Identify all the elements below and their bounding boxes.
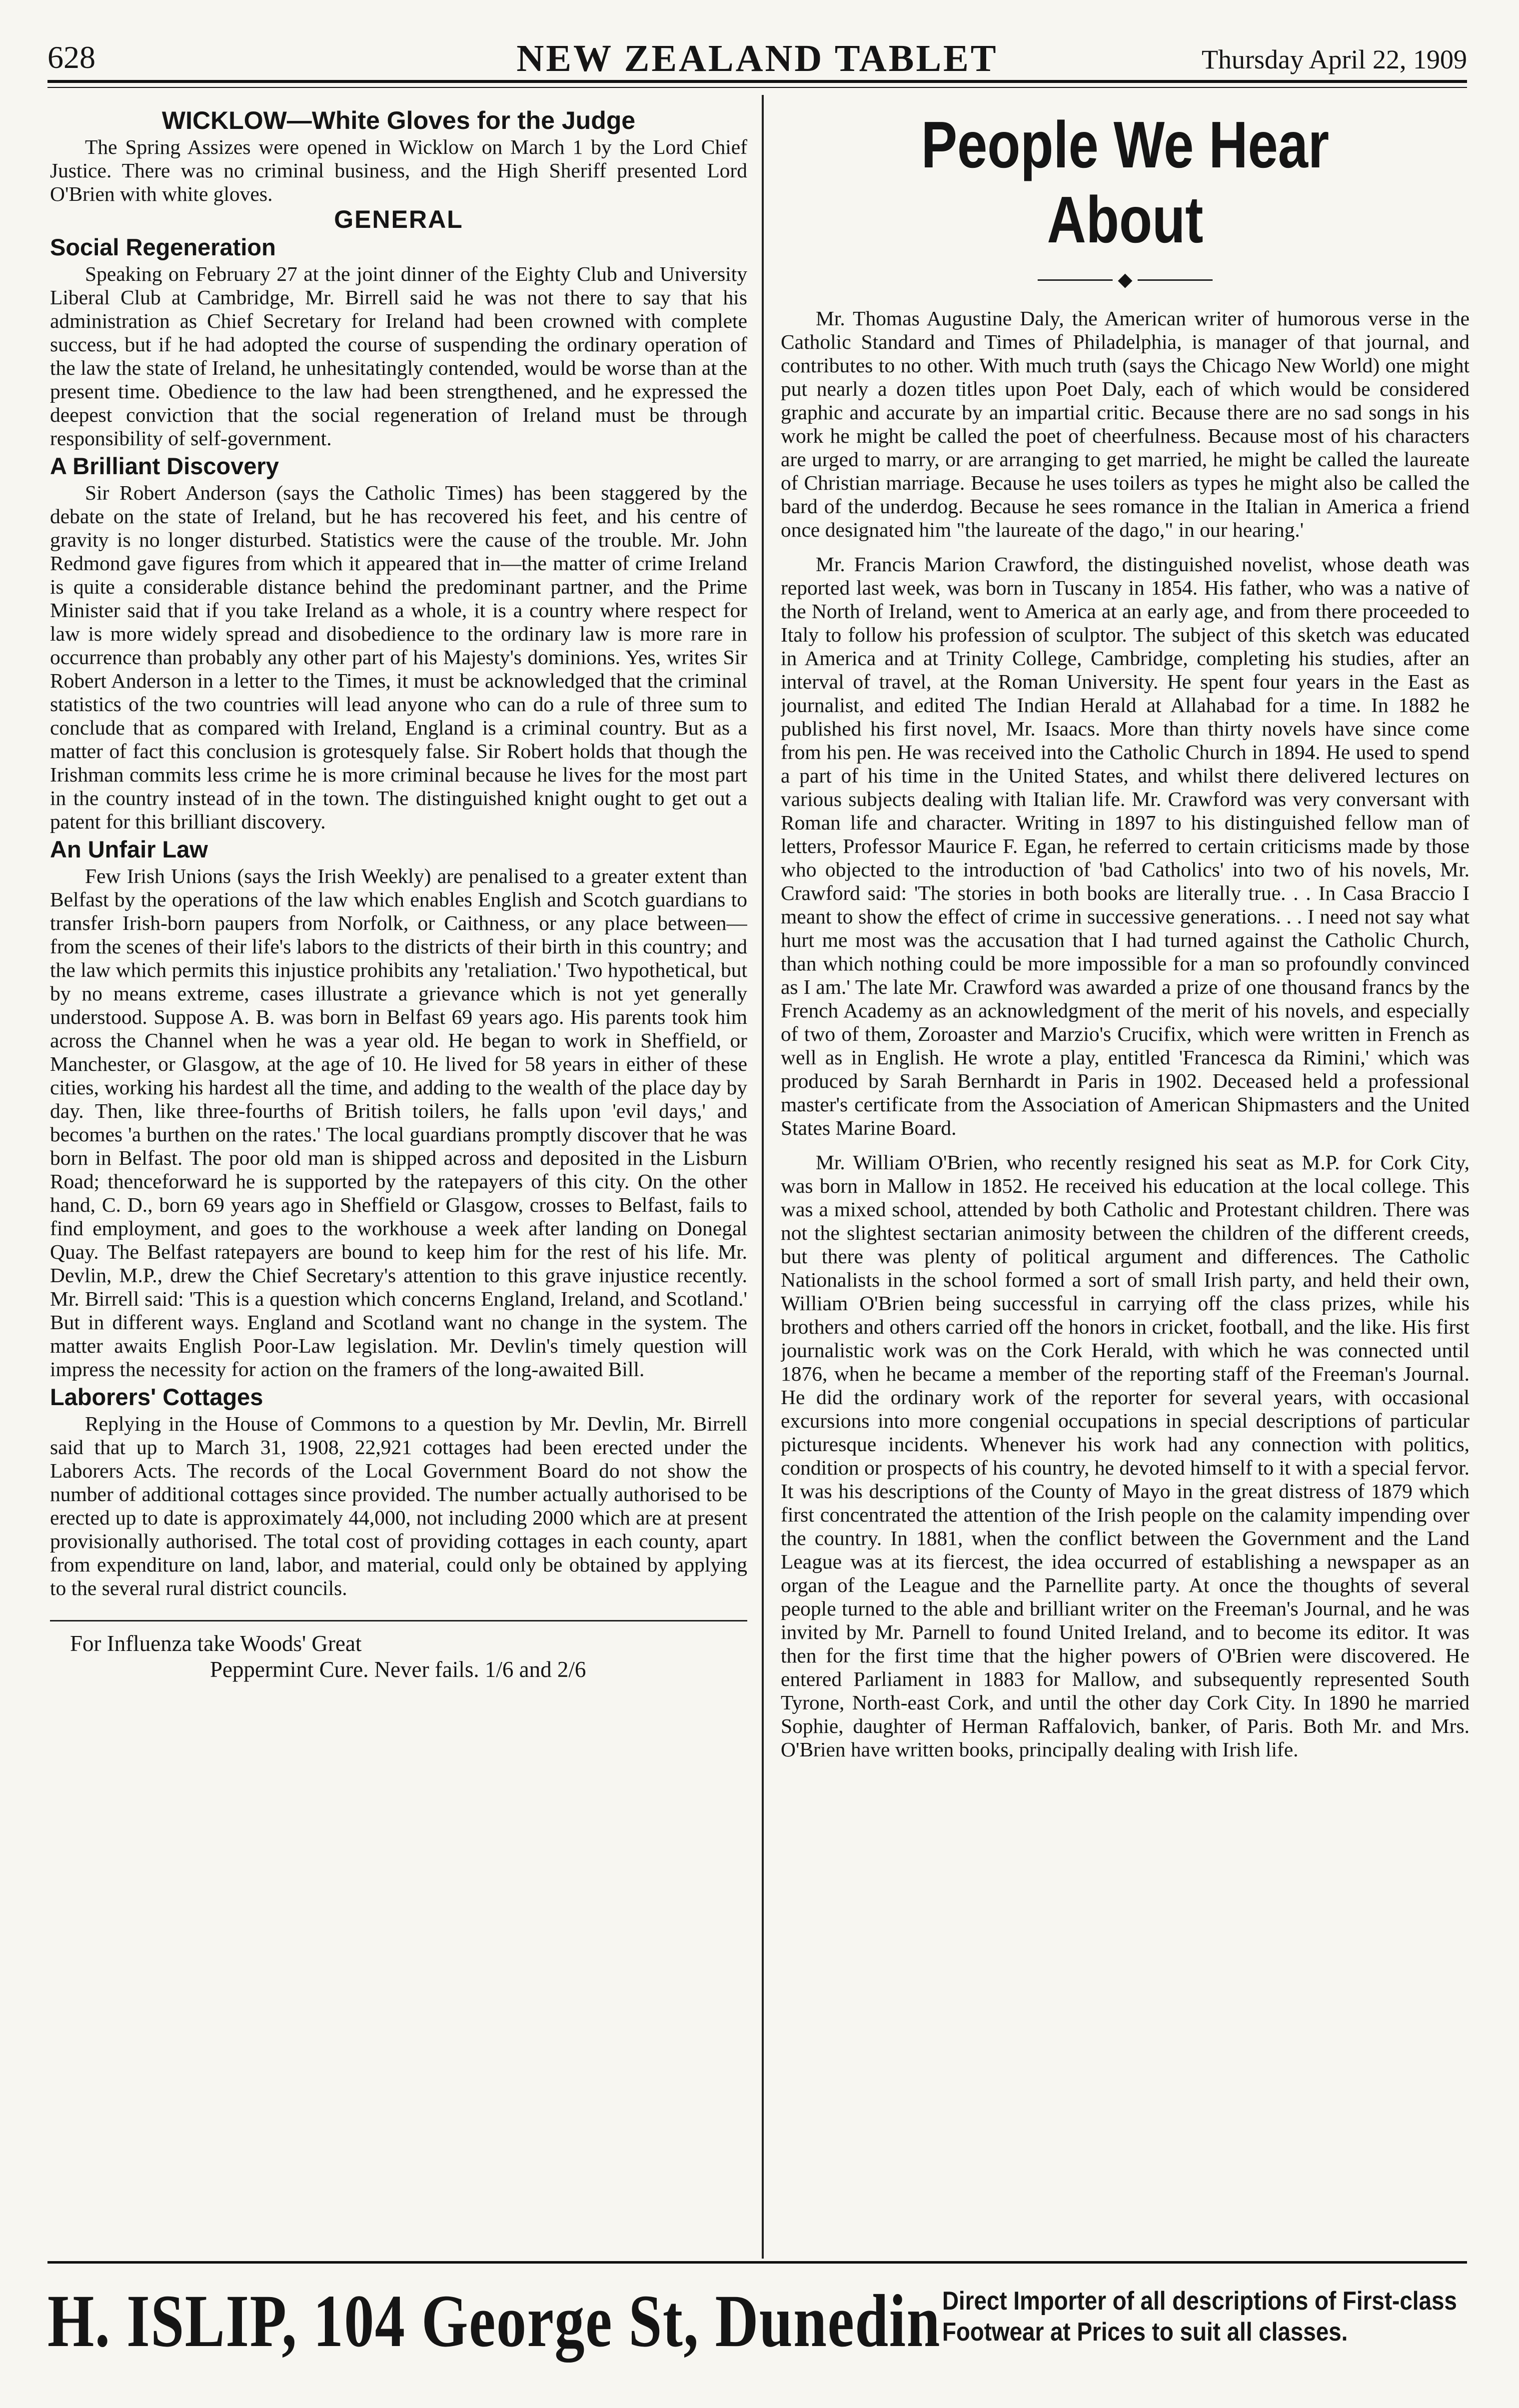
column-divider — [762, 95, 764, 2259]
daly-paragraph: Mr. Thomas Augustine Daly, the American writer of humorous verse in the Catholic Standard and Times of Philadelphia, is manager of that journal, and contributes to no other. With much truth (says the Chicago New World) one might put nearly a dozen titles upon Poet Daly, each of which would be considered graphic and accurate by an impartial critic. Because there are no sad songs in his work he might be called the poet of cheerfulness. Because most of his characters are urged to marry, or are arranging to get married, he might be called the laureate of Christian marriage. Because he uses toilers as types he might also be called the bard of the underdog. Because he sees romance in the Italian in America a friend once designated him "the laureate of the dago," in our hearing.' — [781, 307, 1470, 542]
page-number: 628 — [47, 39, 95, 75]
crawford-paragraph: Mr. Francis Marion Crawford, the distinguished novelist, whose death was reported last week, was born in Tuscany in 1854. His father, who was a native of the North of Ireland, went to America at an early age, and from there proceeded to Italy to follow his profession of sculptor. The subject of this sketch was educated in America and at Trinity College, Cambridge, completing his studies, after an interval of travel, at the Roman University. He spent four years in the East as journalist, and edited The Indian Herald at Allahabad for a time. In 1882 he published his first novel, Mr. Isaacs. More than thirty novels have since come from his pen. He was received into the Catholic Church in 1894. He used to spend a part of his time in the United States, and whilst there delivered lectures on various subjects dealing with Italian life. Mr. Crawford was very conversant with Roman life and character. Writing in 1897 to his distinguished fellow man of letters, Professor Maurice F. Egan, he referred to certain criticisms made by those who objected to the introduction of 'bad Catholics' into two of his novels, Mr. Crawford said: 'The stories in both books are literally true. . . In Casa Braccio I meant to show the effect of crime in successive generations. . . I need not say what hurt me most was the accusation that I had turned against the Catholic Church, than which nothing could be more impossible for a man so profoundly convinced as I am.' The late Mr. Crawford was awarded a prize of one thousand francs by the French Academy as an acknowledgment of the merit of his novels, and especially of two of them, Zoroaster and Marzio's Crucifix, which were written in French as well as in English. He wrote a play, entitled 'Francesca da Rimini,' which was produced by Sarah Bernhardt in Paris in 1902. Deceased held a professional master's certificate from the Association of American Shipmasters and the United States Marine Board. — [781, 553, 1470, 1140]
influenza-advertisement — [50, 1620, 747, 1682]
obrien-paragraph: Mr. William O'Brien, who recently resigned his seat as M.P. for Cork City, was born in Mallow in 1852. He received his education at the local college. This was a mixed school, attended by both Catholic and Protestant children. There was not the slightest sectarian animosity between the children of the different creeds, but there was plenty of political argument and differences. The Catholic Nationalists in the school formed a sort of small Irish party, and held their own, William O'Brien being successful in carrying off the class prizes, while his brothers and others carried off the honors in cricket, football, and the like. His first journalistic work was on the Cork Herald, with which he was connected until 1876, when he became a member of the reporting staff of the Freeman's Journal. He did the ordinary work of the reporter for several years, with occasional excursions into more congenial occupations in special descriptions of particular picturesque incidents. Whenever his work had any connection with politics, condition or prospects of his country, he devoted himself to it with a special fervor. It was his descriptions of the County of Mayo in the great distress of 1879 which first concentrated the attention of the Irish people on the calamity impending over the country. In 1881, when the conflict between the Government and the Land League was at its fiercest, the idea occurred of establishing a newspaper as an organ of the League and the Parnellite party. At once the thoughts of several people turned to the able and brilliant writer on the Freeman's Journal, and he was invited by Mr. Parnell to found United Ireland, and to become its editor. It was then for the first time that the higher powers of O'Brien were discovered. He entered Parliament in 1883 for Mallow, and subsequently represented South Tyrone, North-east Cork, and until the other day Cork City. In 1890 he married Sophie, daughter of Herman Raffalovich, banker, of Paris. Both Mr. and Mrs. O'Brien have written books, principally dealing with Irish life. — [781, 1151, 1470, 1761]
issue-date: Thursday April 22, 1909 — [1202, 44, 1467, 74]
influenza-ad-line-2: Peppermint Cure. Never fails. 1/6 and 2/6 — [210, 1657, 586, 1682]
paper-name: NEW ZEALAND TABLET — [516, 37, 998, 79]
unfair-law-paragraph: Few Irish Unions (says the Irish Weekly) are penalised to a greater extent than Belfast by the operations of the law which enables English and Scotch guardians to transfer Irish-born paupers from Norfolk, or Caithness, or any place between—from the scenes of their life's labors to the districts of their birth in this country; and the law which permits this injustice prohibits any 'retaliation.' Two hypothetical, but by no means extreme, cases illustrate a grievance which is not yet generally understood. Suppose A. B. was born in Belfast 69 years ago. His parents took him across the Channel when he was a year old. He began to work in Sheffield, or Manchester, or Glasgow, at the age of 10. He lived for 58 years in either of these cities, working his hardest all the time, and adding to the wealth of the place day by day. Then, like three-fourths of British toilers, he falls upon 'evil days,' and becomes 'a burthen on the rates.' The local guardians promptly discover that he was born in Belfast. The poor old man is shipped across and deposited in the Lisburn Road; thenceforward he is supported by the ratepayers of this city. On the other hand, C. D., born 69 years ago in Sheffield or Glasgow, crosses to Belfast, fails to find employment, and goes to the workhouse a week after landing on Donegal Quay. The Belfast ratepayers are bound to keep him for the rest of his life. Mr. Devlin, M.P., drew the Chief Secretary's attention to this grave injustice recently. Mr. Birrell said: 'This is a question which concerns England, Ireland, and Scotland.' But in different ways. England and Scotland want no change in the system. The matter awaits English Poor-Law legislation. Mr. Devlin's timely question will impress the necessity for action on the framers of the long-awaited Bill. — [50, 864, 747, 1381]
laborers-cottages-paragraph: Replying in the House of Commons to a question by Mr. Devlin, Mr. Birrell said that up to March 31, 1908, 22,921 cottages had been erected under the Laborers Acts. The records of the Local Government Board do not show the number of additional cottages since provided. The number actually authorised to be erected up to date is approximately 44,000, not including 2000 which are at present provisionally authorised. The total cost of providing cottages in each county, apart from expenditure on land, labor, and material, could only be obtained by applying to the several rural district councils. — [50, 1412, 747, 1600]
brilliant-discovery-paragraph: Sir Robert Anderson (says the Catholic Times) has been staggered by the debate on the state of Ireland, but he has recovered his feet, and his centre of gravity is no longer disturbed. Statistics were the cause of the trouble. Mr. John Redmond gave figures from which it appeared that in—the matter of crime Ireland is quite a considerable distance behind the predominant partner, and the Prime Minister said that if you take Ireland as a whole, it is a country where respect for law is more widely spread and disobedience to the ordinary law is more rare in occurrence than probably any other part of his Majesty's dominions. Yes, writes Sir Robert Anderson in a letter to the Times, it must be acknowledged that the criminal statistics of the two countries will lead anyone who can do a rule of three sum to conclude that as compared with Ireland, England is a criminal country. But as a matter of fact this conclusion is grotesquely false. Sir Robert holds that though the Irishman commits less crime he is more criminal because he lives for the most part in the country instead of in the town. The distinguished knight ought to get out a patent for this brilliant discovery. — [50, 481, 747, 833]
right-column — [781, 107, 1470, 2271]
advertiser-tagline-line-1: Direct Importer of all descriptions of First-class — [942, 2287, 1457, 2316]
footer-advertisement — [47, 2279, 1467, 2379]
influenza-ad-line-1: For Influenza take Woods' Great — [70, 1631, 362, 1656]
title-ornament — [781, 266, 1470, 292]
wicklow-heading: WICKLOW—White Gloves for the Judge — [161, 107, 636, 134]
left-column — [50, 107, 747, 2276]
social-regeneration-heading: Social Regeneration — [50, 234, 276, 260]
general-section-label: GENERAL — [334, 205, 463, 233]
ornament-rule-left — [1038, 279, 1113, 281]
advertiser-tagline — [942, 2286, 1457, 2348]
masthead-rule-thin — [47, 87, 1467, 88]
brilliant-discovery-heading: A Brilliant Discovery — [50, 453, 279, 479]
diamond-ornament-icon: ◆ — [1118, 269, 1133, 291]
footer-rule — [47, 2261, 1467, 2264]
masthead — [47, 29, 1467, 84]
laborers-cottages-heading: Laborers' Cottages — [50, 1384, 263, 1410]
masthead-rule — [47, 80, 1467, 83]
unfair-law-heading: An Unfair Law — [50, 836, 208, 862]
advertiser-tagline-line-2: Footwear at Prices to suit all classes. — [942, 2318, 1348, 2347]
advertiser-name: H. ISLIP, 104 George St, Dunedin — [47, 2280, 941, 2363]
wicklow-paragraph: The Spring Assizes were opened in Wicklow on March 1 by the Lord Chief Justice. There was no criminal business, and the High Sheriff presented Lord O'Brien with white gloves. — [50, 135, 747, 205]
ornament-rule-right — [1138, 279, 1213, 281]
social-regeneration-paragraph: Speaking on February 27 at the joint dinner of the Eighty Club and University Liberal Club at Cambridge, Mr. Birrell said he was not there to say that his administration as Chief Secretary for Ireland had been crowned with complete success, but if he had adopted the course of suspending the ordinary operation of the law the state of Ireland, he unhesitatingly contended, would be worse than at the present time. Obedience to the law had been strengthened, and he expressed the deepest conviction that the social regeneration of Ireland must be through responsibility of self-government. — [50, 262, 747, 450]
feature-title: People We Hear About — [921, 108, 1330, 256]
